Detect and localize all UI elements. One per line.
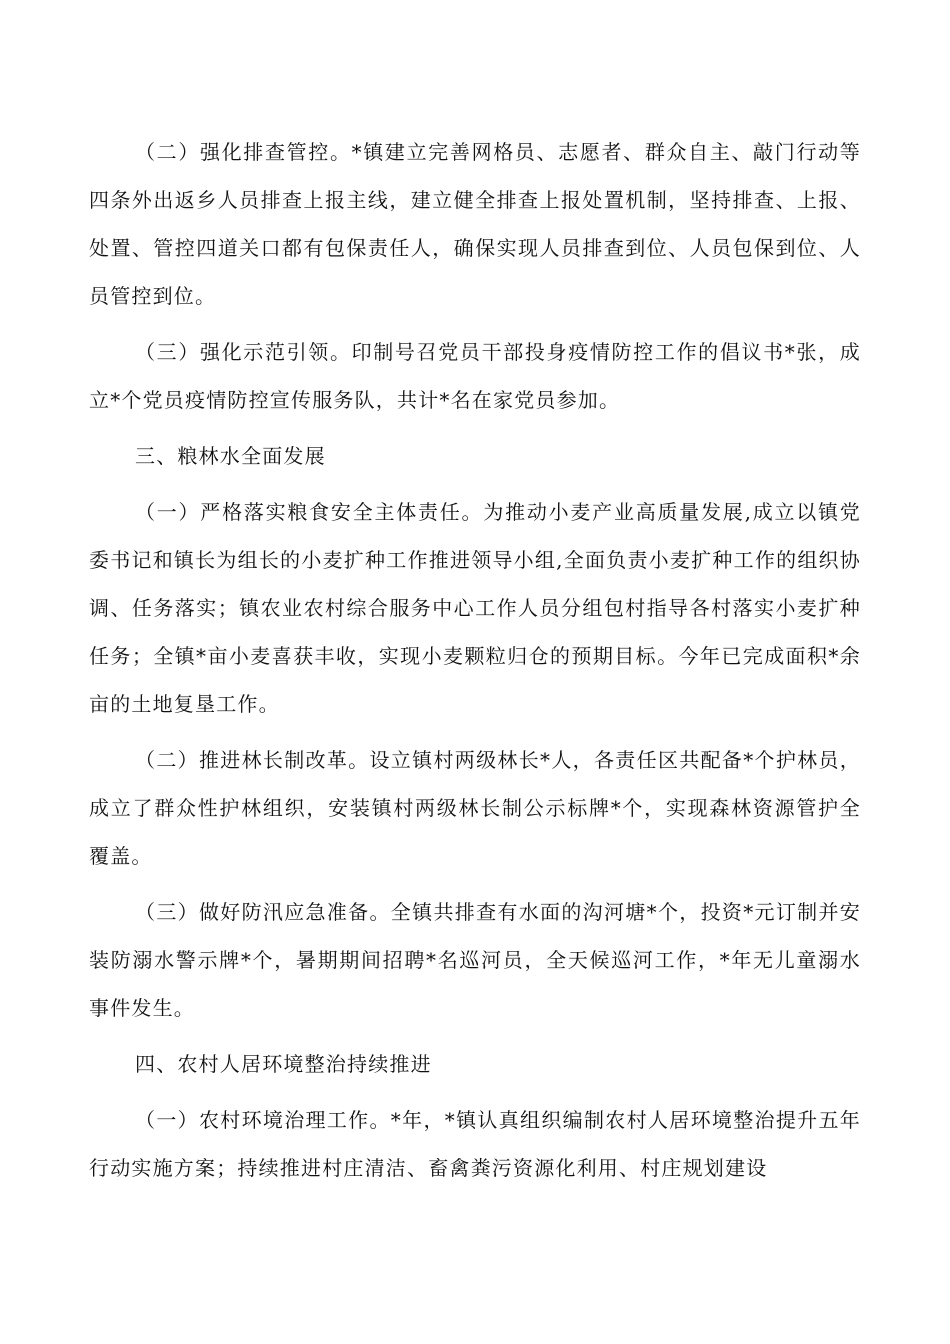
paragraph-flood-prevention: （三）做好防汛应急准备。全镇共排查有水面的沟河塘*个，投资*元订制并安装防溺水警示牌*个，暑期期间招聘*名巡河员，全天候巡河工作，*年无儿童溺水事件发生。 (89, 900, 861, 1020)
paragraph-grain-security: （一）严格落实粮食安全主体责任。为推动小麦产业高质量发展,成立以镇党委书记和镇长为组长的小麦扩种工作推进领导小组,全面负责小麦扩种工作的组织协调、任务落实；镇农业农村综合服务中心工作人员分组包村指导各村落实小麦扩种任务；全镇*亩小麦喜获丰收，实现小麦颗粒归仓的预期目标。今年已完成面积*余亩的土地复垦工作。 (89, 500, 861, 716)
paragraph-demonstration-lead: （三）强化示范引领。印制号召党员干部投身疫情防控工作的倡议书*张，成立*个党员疫情防控宣传服务队，共计*名在家党员参加。 (89, 340, 861, 412)
paragraph-forest-chief-reform: （二）推进林长制改革。设立镇村两级林长*人，各责任区共配备*个护林员，成立了群众性护林组织，安装镇村两级林长制公示标牌*个，实现森林资源管护全覆盖。 (89, 748, 861, 868)
section-heading-rural-environment: 四、农村人居环境整治持续推进 (135, 1052, 432, 1076)
section-heading-grain-forest-water: 三、粮林水全面发展 (135, 444, 326, 468)
document-body (89, 128, 861, 1200)
paragraph-strengthen-screening: （二）强化排查管控。*镇建立完善网格员、志愿者、群众自主、敲门行动等四条外出返乡人员排查上报主线，建立健全排查上报处置机制，坚持排查、上报、处置、管控四道关口都有包保责任人，确保实现人员排查到位、人员包保到位、人员管控到位。 (89, 140, 861, 308)
paragraph-rural-environment-governance: （一）农村环境治理工作。*年，*镇认真组织编制农村人居环境整治提升五年行动实施方案；持续推进村庄清洁、畜禽粪污资源化利用、村庄规划建设 (89, 1108, 861, 1180)
